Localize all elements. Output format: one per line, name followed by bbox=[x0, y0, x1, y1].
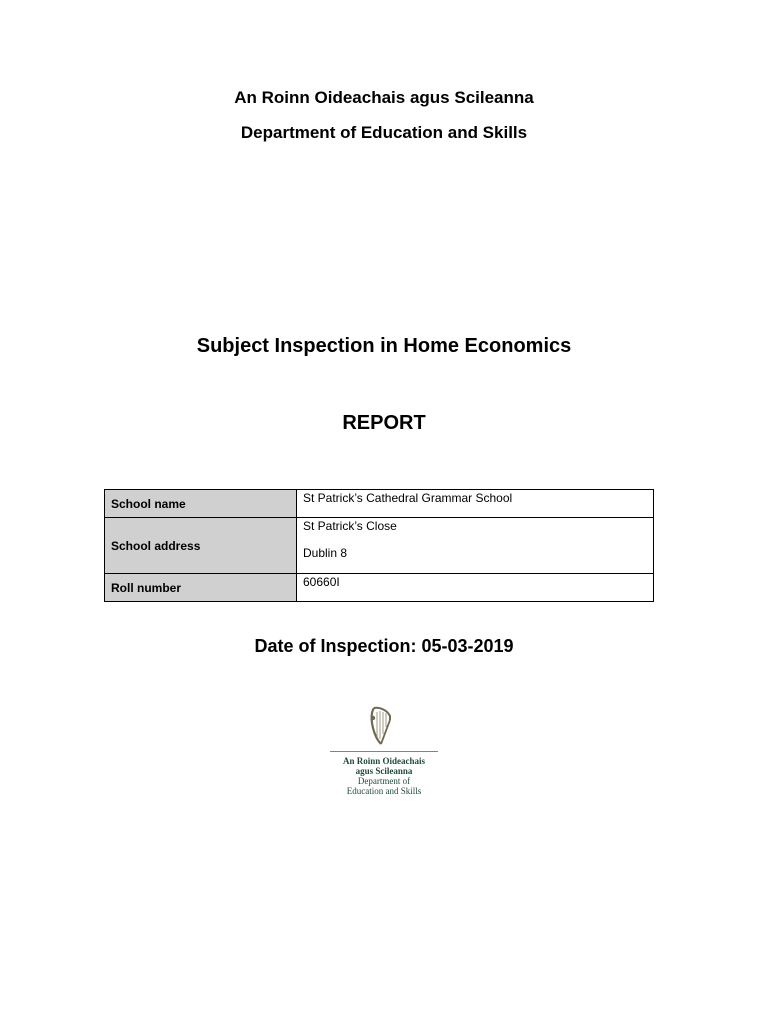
roll-number-value: 60660I bbox=[297, 574, 654, 602]
roll-number-label: Roll number bbox=[105, 574, 297, 602]
department-logo bbox=[328, 706, 440, 802]
report-heading: REPORT bbox=[342, 412, 426, 434]
logo-line-3: Department of bbox=[357, 776, 411, 786]
school-info-table bbox=[104, 489, 654, 602]
logo-line-1: An Roinn Oideachais bbox=[342, 756, 426, 766]
harp-icon bbox=[368, 706, 394, 746]
school-address-line1: St Patrick’s Close bbox=[303, 519, 397, 533]
school-address-label: School address bbox=[105, 518, 297, 574]
school-name-label: School name bbox=[105, 490, 297, 518]
table-row bbox=[105, 490, 654, 518]
table-row bbox=[105, 574, 654, 602]
logo-line-4: Education and Skills bbox=[346, 786, 422, 796]
school-address-line2: Dublin 8 bbox=[303, 546, 348, 560]
logo-line-2: agus Scileanna bbox=[355, 766, 413, 776]
logo-text bbox=[328, 756, 440, 796]
table-row bbox=[105, 518, 654, 574]
department-name-english: Department of Education and Skills bbox=[240, 123, 528, 142]
subject-title: Subject Inspection in Home Economics bbox=[196, 335, 572, 357]
school-name-value: St Patrick’s Cathedral Grammar School bbox=[297, 490, 654, 518]
school-address-value bbox=[297, 518, 654, 574]
department-name-irish: An Roinn Oideachais agus Scileanna bbox=[234, 88, 534, 107]
inspection-date: Date of Inspection: 05-03-2019 bbox=[254, 636, 514, 656]
logo-divider bbox=[330, 751, 438, 752]
